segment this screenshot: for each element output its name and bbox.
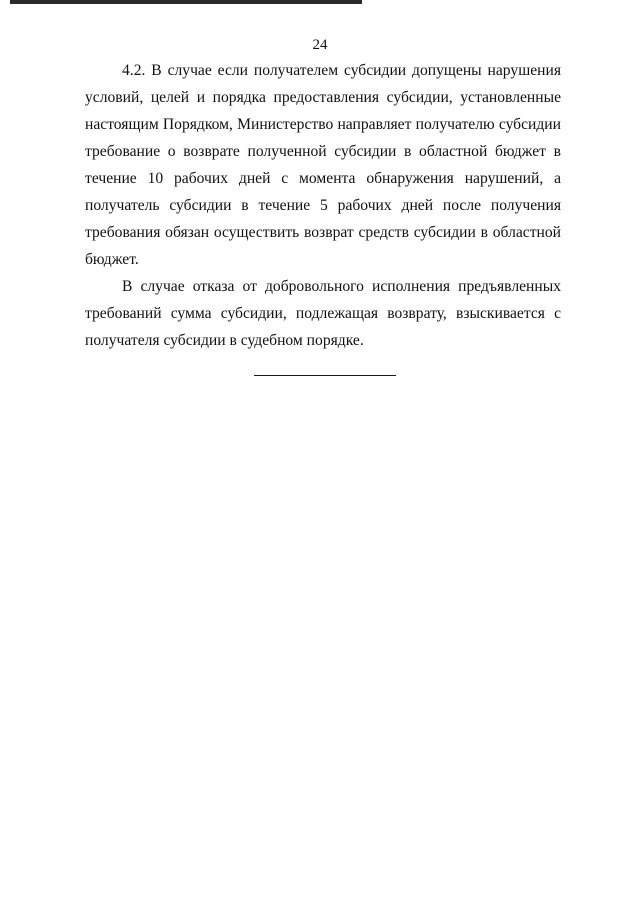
closing-rule [254,375,396,376]
scan-edge-line [10,0,362,4]
page-number: 24 [312,37,328,53]
paragraph-refusal: В случае отказа от добровольного исполнения предъявленных требований сумма субсидии, подлежащая возврату, взыскивается с получателя субсидии в судебном порядке. [85,278,561,349]
document-body [85,57,561,354]
paragraph-4-2: 4.2. В случае если получателем субсидии допущены нарушения условий, целей и порядка предоставления субсидии, установленные настоящим Порядком, Министерство направляет получателю субсидии требование о возврате полученной субсидии в областной бюджет в течение 10 рабочих дней с момента обнаружения нарушений, а получатель субсидии в течение 5 рабочих дней после получения требования обязан осуществить возврат средств субсидии в областной бюджет. [85,62,561,268]
